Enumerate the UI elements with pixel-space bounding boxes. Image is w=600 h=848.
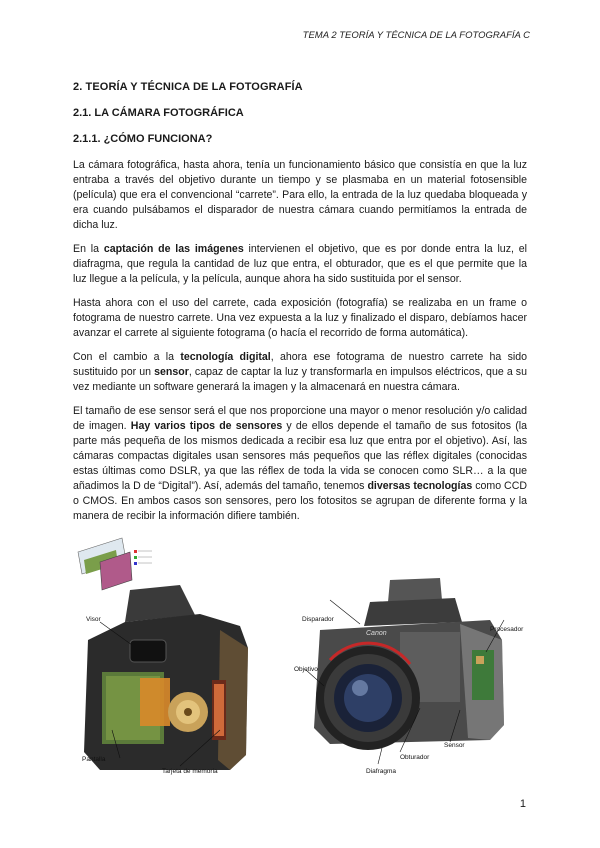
- paragraph-1: La cámara fotográfica, hasta ahora, tenía un funcionamiento básico que consistía en que la luz entraba a través del objetivo durante un tiempo y se plasmaba en un material fotosensible (película) que era el convencional “carrete”. Para ello, la entrada de la luz quedaba bloqueada y era cuando pulsábamos el disparador de nuestra cámara cuando permitíamos la entrada de dicha luz.: [73, 159, 527, 231]
- sensor-diagram-icon: [78, 538, 152, 590]
- text-run: , capaz de captar la luz y transformarla en impulsos eléctricos, que a su vez mediante un software generará la imagen y la almacenará en nuestra cámara.: [73, 366, 527, 393]
- bold-term: tecnología digital: [180, 351, 271, 363]
- paragraph-5: [73, 404, 527, 524]
- subsection-heading: 2.1.1. ¿CÓMO FUNCIONA?: [73, 133, 213, 145]
- text-run: El tamaño de ese sensor será el que nos proporcione una mayor o menor resolución y/o calidad de imagen.: [73, 405, 527, 432]
- text-run: En la: [73, 243, 104, 255]
- running-header: TEMA 2 TEORÍA Y TÉCNICA DE LA FOTOGRAFÍA C: [302, 30, 530, 41]
- text-run: como CCD o CMOS. En ambos casos son sensores, pero los fotositos se agrupan de diferente forma y la manera de recibir la información difiere también.: [73, 480, 527, 522]
- label-visor: Visor: [86, 616, 101, 623]
- label-obturador: Obturador: [400, 754, 430, 761]
- camera-figures: [70, 530, 530, 780]
- dslr-cutaway-front-image: [290, 560, 530, 770]
- text-run: intervienen el objetivo, que es por donde entra la luz, el diafragma, que regula la cantidad de luz que entra, el obturador, que es el que permite que la luz llegue a la película, y la película, aunque ahora ha sido sustituida por el sensor.: [73, 243, 527, 285]
- section-heading: 2.1. LA CÁMARA FOTOGRÁFICA: [73, 107, 244, 119]
- label-procesador: Procesador: [490, 626, 524, 633]
- bold-term: captación de las imágenes: [103, 243, 244, 255]
- page-number: 1: [519, 798, 526, 810]
- text-run: y de ellos depende el tamaño de sus fotositos (la parte más pequeña de los mismos dedicada a recibir esa luz que entra por el objetivo). Así, las cámaras compactas digitales usan sensores más pequeños que las réflex digitales (conocidas estas últimas como DSLR, ya que las réflex de toda la vida se conocen como SLR… a la que añadimos la D de “Digital”). Así, además del tamaño, tenemos: [73, 420, 528, 492]
- bold-term: Hay varios tipos de sensores: [130, 420, 283, 432]
- text-run: , ahora ese fotograma de nuestro carrete ha sido sustituido por un: [73, 351, 528, 378]
- label-pantalla: Pantalla: [82, 756, 106, 763]
- bold-term: sensor: [154, 366, 189, 378]
- brand-logo-text: Canon: [366, 630, 387, 637]
- document-body: [73, 72, 527, 533]
- text-run: Con el cambio a la: [73, 351, 181, 363]
- label-disparador: Disparador: [302, 616, 334, 623]
- paragraph-2: [73, 242, 527, 287]
- label-objetivo: Objetivo: [294, 666, 318, 673]
- chapter-heading: 2. TEORÍA Y TÉCNICA DE LA FOTOGRAFÍA: [73, 81, 303, 93]
- bold-term: diversas tecnologías: [367, 480, 473, 492]
- dslr-cutaway-back-image: [70, 530, 280, 780]
- label-diafragma: Diafragma: [366, 768, 396, 775]
- label-sensor: Sensor: [444, 742, 465, 749]
- paragraph-3: Hasta ahora con el uso del carrete, cada exposición (fotografía) se realizaba en un frame o fotograma de nuestro carrete. Una vez expuesta a la luz y finalizado el disparo, debíamos hacer avanzar el carrete al siguiente fotograma (o hacía el recorrido de forma automática).: [73, 297, 527, 339]
- label-tarjeta: Tarjeta de memoria: [162, 768, 218, 775]
- paragraph-4: [73, 350, 527, 395]
